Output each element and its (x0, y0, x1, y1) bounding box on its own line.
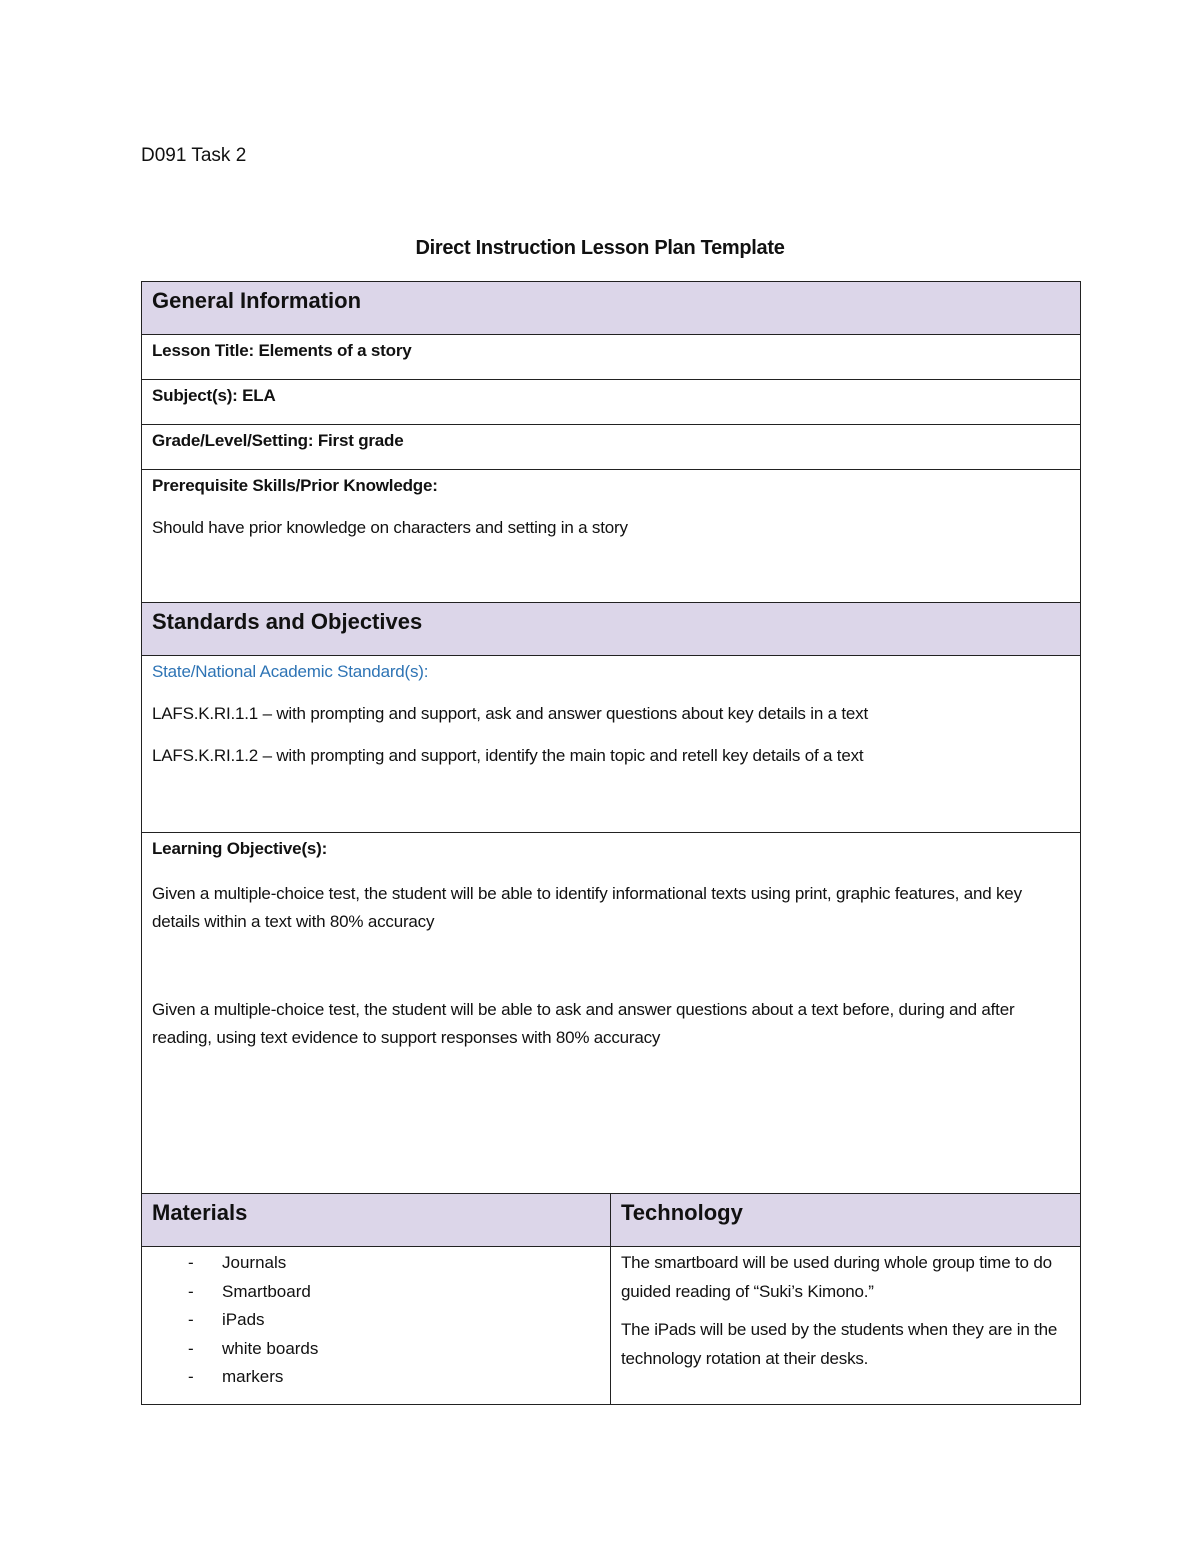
material-name: Journals (222, 1253, 287, 1272)
technology-cell (611, 1247, 1080, 1404)
list-item (152, 1306, 600, 1335)
materials-header-cell (142, 1194, 611, 1246)
bullet-dash: - (188, 1253, 194, 1272)
materials-technology-row (141, 1247, 1081, 1405)
objectives-row (141, 833, 1081, 1194)
general-information-heading: General Information (152, 288, 362, 313)
document-title: Direct Instruction Lesson Plan Template (415, 237, 785, 259)
bullet-dash: - (188, 1338, 194, 1358)
technology-paragraph: The smartboard will be used during whole group time to do guided reading of “Suki’s Kimono.” (621, 1253, 1052, 1301)
technology-paragraph: The iPads will be used by the students when they are in the technology rotation at their desks. (621, 1320, 1058, 1368)
prerequisite-text: Should have prior knowledge on characters and setting in a story (152, 518, 628, 537)
list-item (152, 1249, 600, 1278)
standards-label: State/National Academic Standard(s): (152, 662, 429, 681)
grade-row (141, 425, 1081, 470)
objective-item: Given a multiple-choice test, the student will be able to ask and answer questions about a text before, during and after reading, using text evidence to support responses with 80% accuracy (152, 1000, 1015, 1047)
objectives-label: Learning Objective(s): (152, 839, 328, 858)
material-name: white boards (222, 1338, 319, 1358)
material-name: markers (222, 1367, 284, 1386)
objective-item: Given a multiple-choice test, the student will be able to identify informational texts using print, graphic features, and key details within a text with 80% accuracy (152, 884, 1022, 931)
material-name: iPads (222, 1310, 265, 1329)
standards-row (141, 656, 1081, 833)
standard-item: LAFS.K.RI.1.1 – with prompting and support, ask and answer questions about key details in a text (152, 704, 868, 723)
subjects-row (141, 380, 1081, 425)
lesson-title-row (141, 335, 1081, 380)
list-item (152, 1278, 600, 1307)
technology-header-cell (611, 1194, 1080, 1226)
materials-heading: Materials (152, 1200, 248, 1225)
prerequisite-label: Prerequisite Skills/Prior Knowledge: (152, 476, 438, 495)
subjects: Subject(s): ELA (152, 386, 276, 405)
technology-heading: Technology (621, 1200, 743, 1225)
list-item (152, 1335, 600, 1364)
materials-cell (142, 1247, 611, 1404)
prerequisite-row (141, 470, 1081, 603)
lesson-plan-table (141, 281, 1081, 1405)
standards-heading: Standards and Objectives (152, 609, 423, 634)
standard-item: LAFS.K.RI.1.2 – with prompting and support, identify the main topic and retell key details of a text (152, 746, 864, 765)
lesson-title: Lesson Title: Elements of a story (152, 341, 412, 360)
materials-technology-header (141, 1194, 1081, 1247)
bullet-dash: - (188, 1310, 194, 1329)
bullet-dash: - (188, 1281, 194, 1301)
grade-level-setting: Grade/Level/Setting: First grade (152, 431, 404, 450)
standards-header (141, 603, 1081, 656)
bullet-dash: - (188, 1367, 194, 1386)
material-name: Smartboard (222, 1281, 311, 1301)
document-id: D091 Task 2 (141, 145, 247, 166)
materials-list (152, 1249, 600, 1392)
general-information-header (141, 282, 1081, 335)
list-item (152, 1363, 600, 1392)
